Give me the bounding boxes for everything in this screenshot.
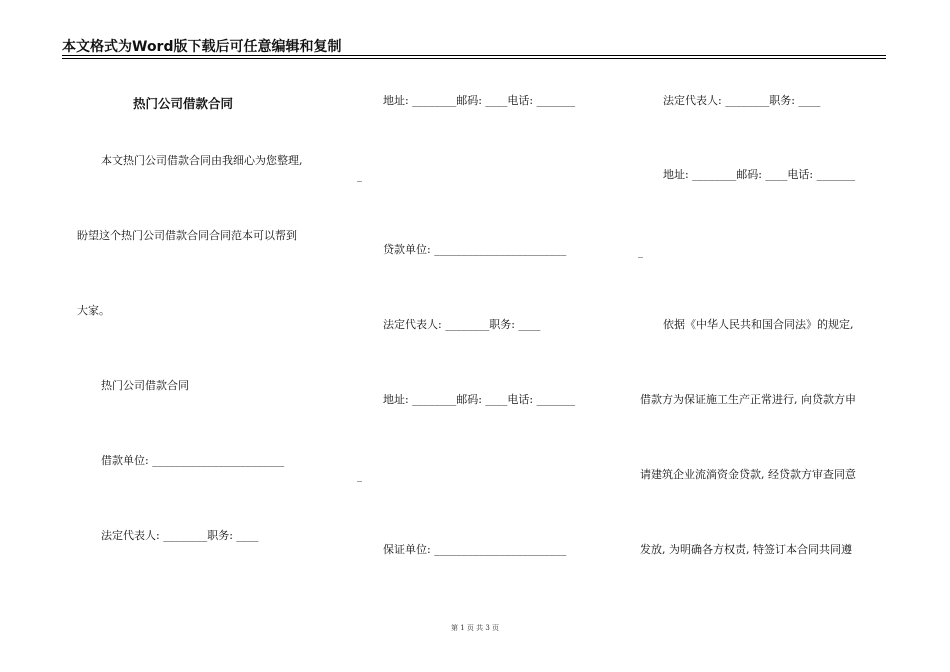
- header-rule-thin: [62, 58, 886, 59]
- column-break-mark: _: [357, 471, 362, 482]
- body-line-4: 发放, 为明确各方权责, 特签订本合同共同遵: [640, 543, 852, 556]
- intro-line-3: 大家。: [77, 304, 110, 317]
- borrower-address-field: 地址: ________邮码: ____电话: _______: [383, 94, 576, 107]
- intro-line-2: 盼望这个热门公司借款合同合同范本可以帮到: [77, 229, 297, 242]
- intro-line-1: 本文热门公司借款合同由我细心为您整理,: [101, 154, 303, 167]
- lender-field: 贷款单位: ________________________: [383, 243, 567, 256]
- contract-heading: 热门公司借款合同: [101, 379, 189, 392]
- body-line-2: 借款方为保证施工生产正常进行, 向贷款方申: [640, 393, 856, 406]
- lender-address-field: 地址: ________邮码: ____电话: _______: [383, 393, 576, 406]
- guarantor-address-field: 地址: ________邮码: ____电话: _______: [663, 168, 856, 181]
- body-line-1: 依据《中华人民共和国合同法》的规定,: [663, 318, 854, 331]
- lender-legal-rep-field: 法定代表人: ________职务: ____: [383, 318, 541, 331]
- borrower-field: 借款单位: ________________________: [101, 454, 285, 467]
- page-footer: 第 1 页 共 3 页: [450, 624, 500, 632]
- document-title: 热门公司借款合同: [133, 96, 234, 111]
- borrower-legal-rep-field: 法定代表人: ________职务: ____: [101, 529, 259, 542]
- page-header: 本文格式为Word版下载后可任意编辑和复制: [62, 39, 342, 55]
- header-rule-thick: [62, 55, 886, 56]
- column-break-mark: _: [638, 247, 643, 258]
- guarantor-field: 保证单位: ________________________: [383, 543, 567, 556]
- body-line-3: 请建筑企业流淌资金贷款, 经贷款方审查同意: [640, 468, 856, 481]
- guarantor-legal-rep-field: 法定代表人: ________职务: ____: [663, 94, 821, 107]
- column-break-mark: _: [357, 171, 362, 182]
